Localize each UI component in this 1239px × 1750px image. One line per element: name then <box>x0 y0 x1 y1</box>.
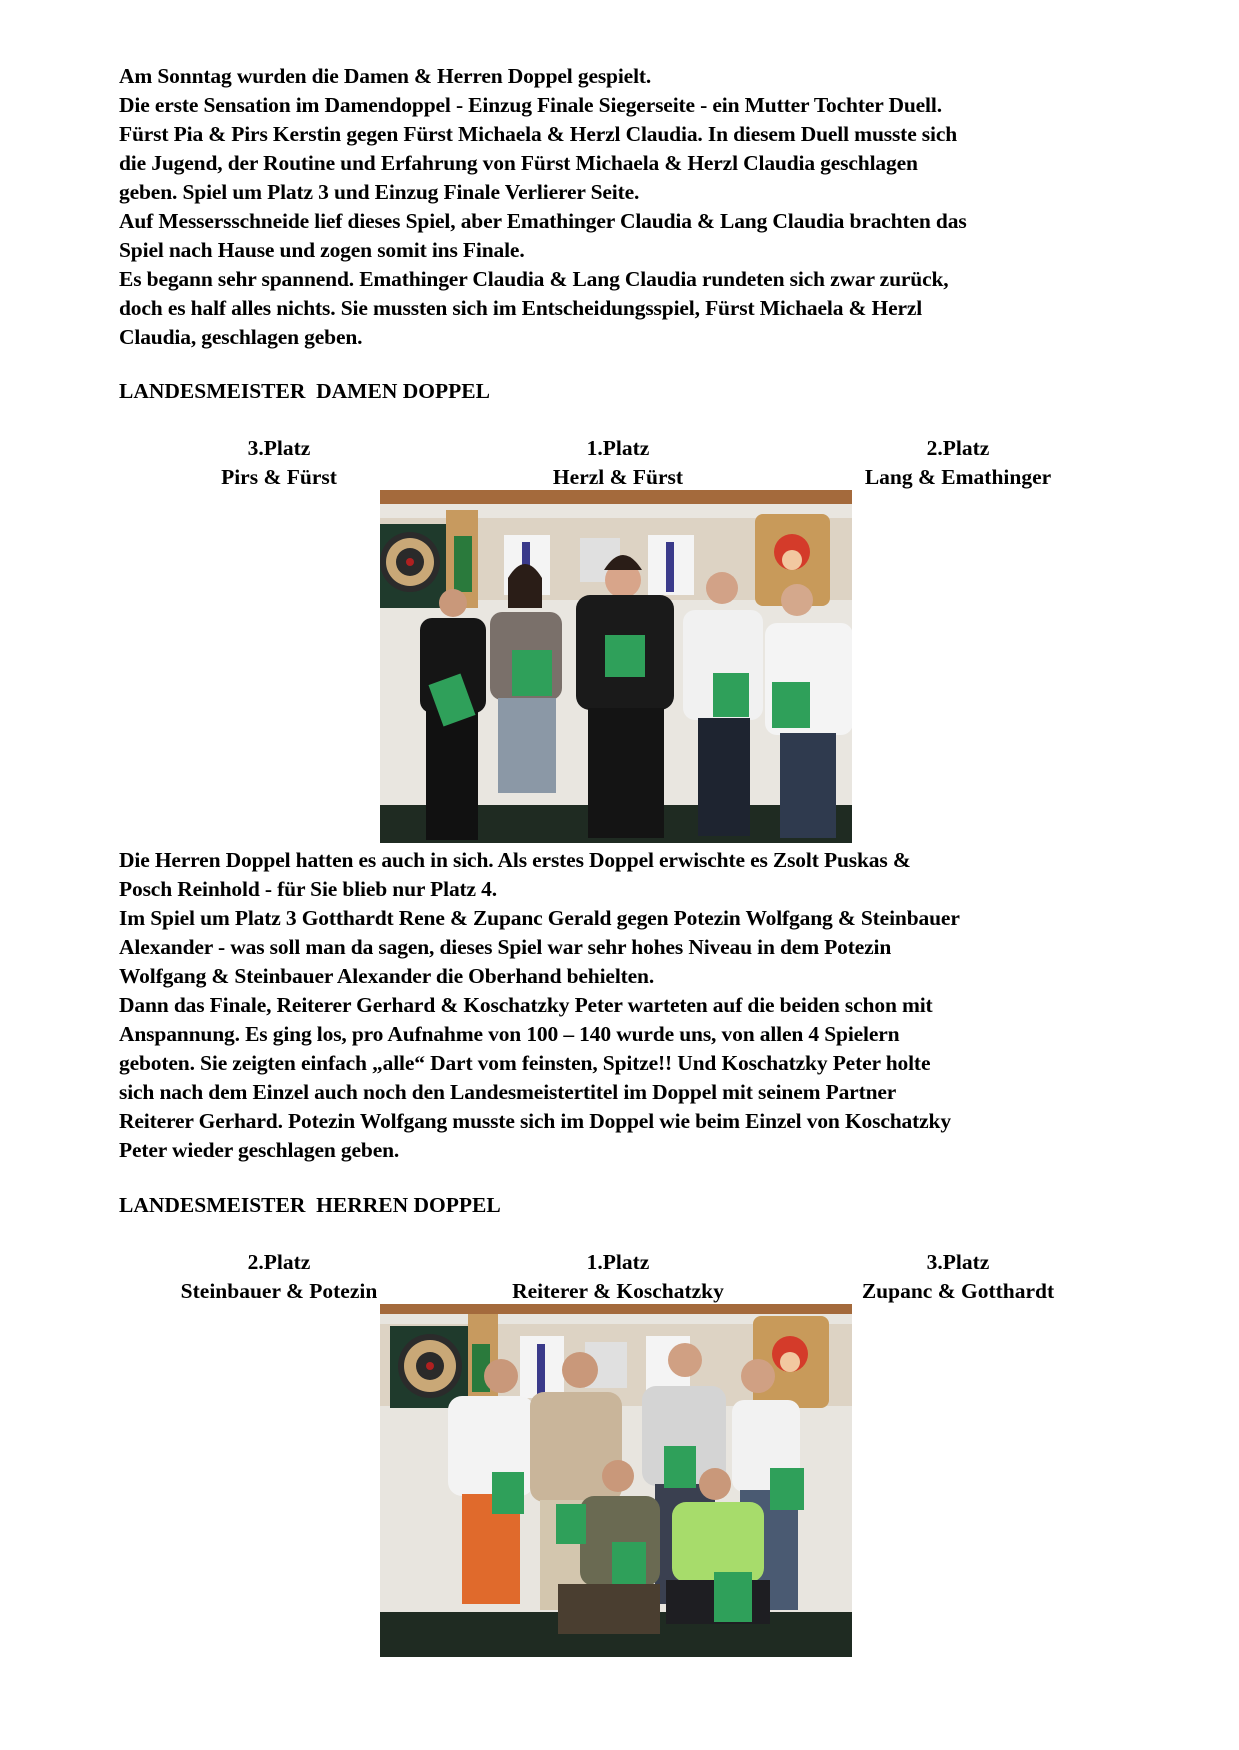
text-line: Am Sonntag wurden die Damen & Herren Doppel gespielt. <box>119 64 652 88</box>
damen-podium-left <box>109 434 449 492</box>
text-line: sich nach dem Einzel auch noch den Landesmeistertitel im Doppel mit seinem Partner <box>119 1080 897 1104</box>
text-line: die Jugend, der Routine und Erfahrung von Fürst Michaela & Herzl Claudia geschlagen <box>119 151 918 175</box>
podium-names: Steinbauer & Potezin <box>180 1279 378 1303</box>
text-line: Fürst Pia & Pirs Kerstin gegen Fürst Michaela & Herzl Claudia. In diesem Duell musste sich <box>119 122 958 146</box>
text-line: Anspannung. Es ging los, pro Aufnahme von 100 – 140 wurde uns, von allen 4 Spielern <box>119 1022 900 1046</box>
text-line: Im Spiel um Platz 3 Gotthardt Rene & Zupanc Gerald gegen Potezin Wolfgang & Steinbauer <box>119 906 960 930</box>
text-line: Peter wieder geschlagen geben. <box>119 1138 400 1162</box>
herren-heading: LANDESMEISTER HERREN DOPPEL <box>119 1193 501 1217</box>
damen-group-photo <box>380 490 852 843</box>
text-line: Die Herren Doppel hatten es auch in sich. Als erstes Doppel erwischte es Zsolt Puskas & <box>119 848 911 872</box>
text-line: Es begann sehr spannend. Emathinger Claudia & Lang Claudia rundeten sich zwar zurück, <box>119 267 949 291</box>
text-line: Claudia, geschlagen geben. <box>119 325 363 349</box>
damen-heading: LANDESMEISTER DAMEN DOPPEL <box>119 379 490 403</box>
podium-names: Reiterer & Koschatzky <box>512 1279 724 1303</box>
herren-paragraph <box>119 846 1139 1165</box>
text-line: Spiel nach Hause und zogen somit ins Finale. <box>119 238 525 262</box>
text-line: Alexander - was soll man da sagen, dieses Spiel war sehr hohes Niveau in dem Potezin <box>119 935 892 959</box>
damen-podium-right <box>788 434 1128 492</box>
text-line: Reiterer Gerhard. Potezin Wolfgang musste sich im Doppel wie beim Einzel von Koschatzky <box>119 1109 951 1133</box>
podium-place: 1.Platz <box>586 1250 650 1274</box>
podium-names: Herzl & Fürst <box>552 465 684 489</box>
podium-place: 2.Platz <box>926 436 990 460</box>
text-line: doch es half alles nichts. Sie mussten sich im Entscheidungsspiel, Fürst Michaela & Herzl <box>119 296 923 320</box>
text-line: geboten. Sie zeigten einfach „alle“ Dart vom feinsten, Spitze!! Und Koschatzky Peter holte <box>119 1051 931 1075</box>
podium-names: Zupanc & Gotthardt <box>861 1279 1055 1303</box>
herren-group-photo <box>380 1304 852 1657</box>
herren-podium-center <box>448 1248 788 1306</box>
herren-podium-right <box>788 1248 1128 1306</box>
damen-podium-center <box>448 434 788 492</box>
text-line: geben. Spiel um Platz 3 und Einzug Finale Verlierer Seite. <box>119 180 640 204</box>
herren-podium-left <box>109 1248 449 1306</box>
podium-names: Pirs & Fürst <box>221 465 337 489</box>
podium-place: 3.Platz <box>926 1250 990 1274</box>
text-line: Posch Reinhold - für Sie blieb nur Platz 4. <box>119 877 497 901</box>
intro-paragraph <box>119 62 1139 352</box>
podium-names: Lang & Emathinger <box>864 465 1052 489</box>
text-line: Die erste Sensation im Damendoppel - Einzug Finale Siegerseite - ein Mutter Tochter Duell. <box>119 93 942 117</box>
podium-place: 2.Platz <box>247 1250 311 1274</box>
text-line: Auf Messersschneide lief dieses Spiel, aber Emathinger Claudia & Lang Claudia brachten das <box>119 209 967 233</box>
text-line: Wolfgang & Steinbauer Alexander die Oberhand behielten. <box>119 964 655 988</box>
text-line: Dann das Finale, Reiterer Gerhard & Koschatzky Peter warteten auf die beiden schon mit <box>119 993 933 1017</box>
podium-place: 1.Platz <box>586 436 650 460</box>
podium-place: 3.Platz <box>247 436 311 460</box>
